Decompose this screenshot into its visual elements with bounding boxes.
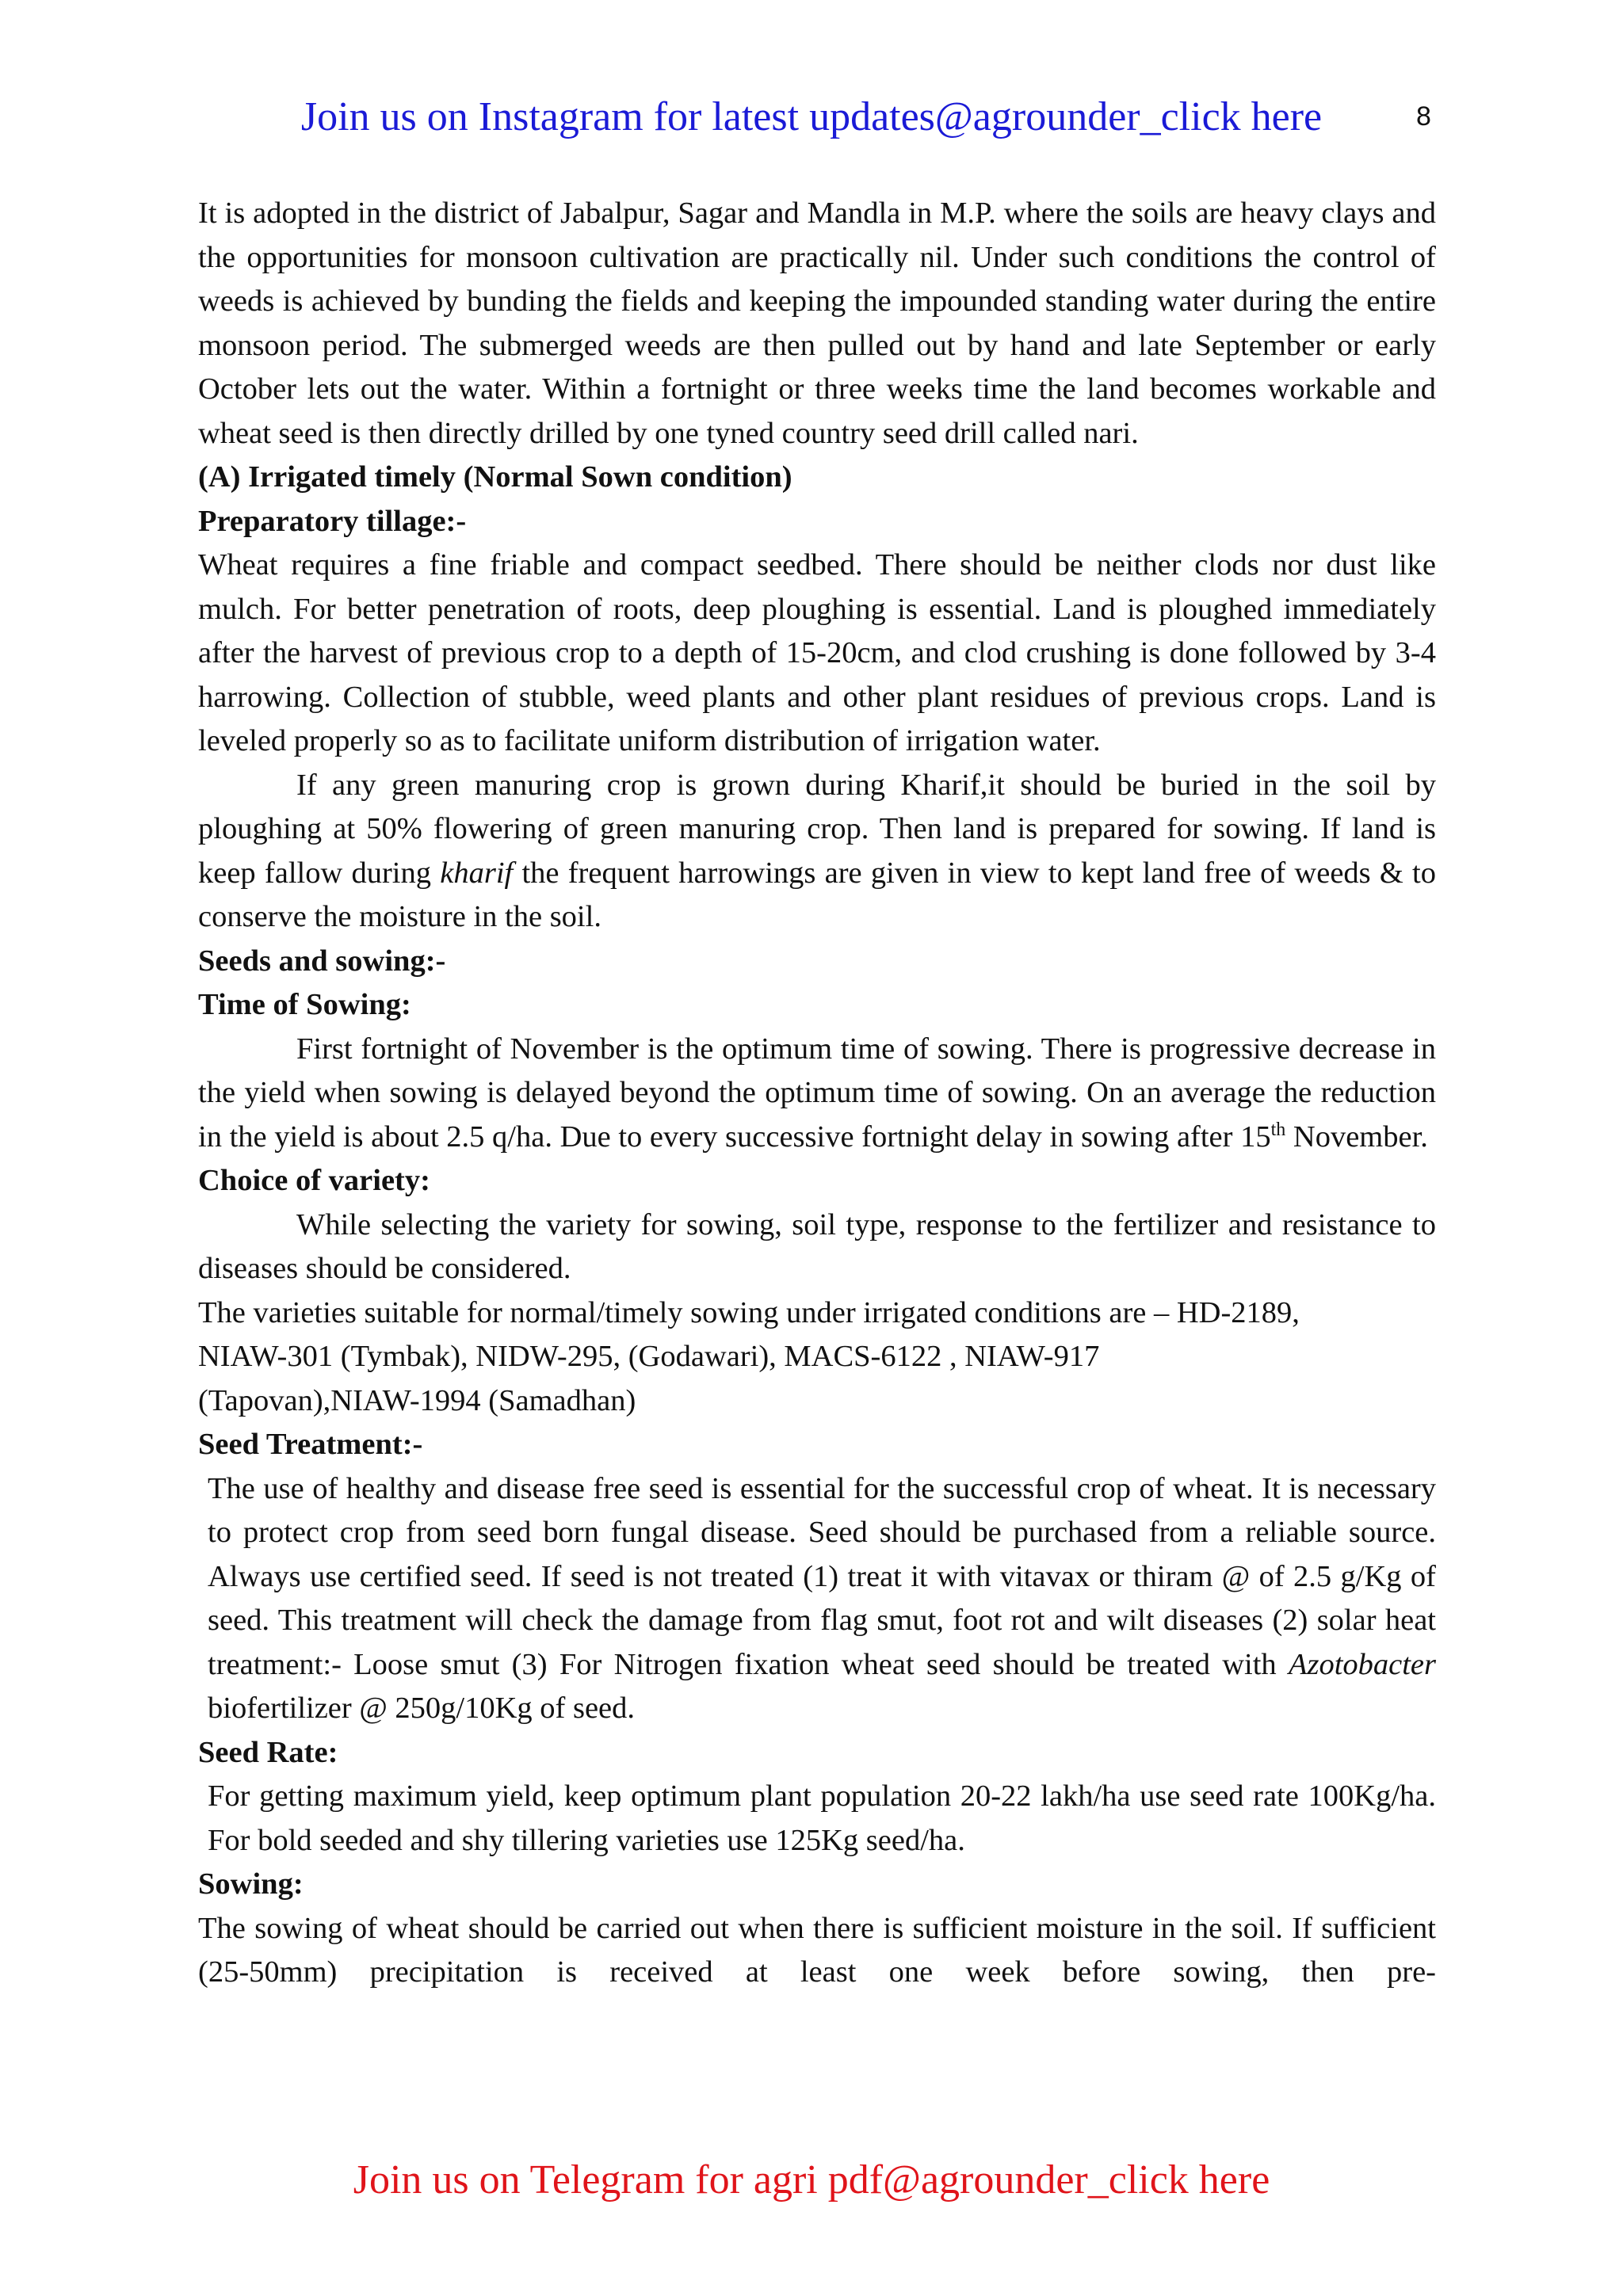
paragraph-variety: While selecting the variety for sowing, soil type, response to the fertilizer and resistance to diseases should be considered.: [198, 1207, 1436, 1285]
heading-seed-treatment: Seed Treatment:-: [198, 1428, 423, 1461]
paragraph-intro: It is adopted in the district of Jabalpur, Sagar and Mandla in M.P. where the soils are heavy clays and the opportunities for monsoon cultivation are practically nil. Under such conditions the control of weeds is achieved by bunding the fields and keeping the impounded standing water during the entire monsoon period. The submerged weeds are then pulled out by hand and late September or early October lets out the water. Within a fortnight or three weeks time the land becomes workable and wheat seed is then directly drilled by one tyned country seed drill called nari.: [198, 196, 1436, 450]
paragraph-seed-treatment: [198, 1467, 1436, 1731]
document-body: [198, 192, 1436, 1995]
page-number: 8: [1416, 101, 1431, 132]
treatment-text-end: biofertilizer @ 250g/10Kg of seed.: [208, 1691, 636, 1725]
treatment-text-start: The use of healthy and disease free seed is essential for the successful crop of wheat. It is necessary to protect crop from seed born fungal disease. Seed should be purchased from a reliable source. Always use certified seed. If seed is not treated (1) treat it with vitavax or thiram @ of 2.5 g/Kg of seed. This treatment will check the damage from flag smut, foot rot and wilt diseases (2) solar heat treatment:- Loose smut (3) For Nitrogen fixation wheat seed should be treated with: [208, 1471, 1436, 1681]
paragraph-time-of-sowing: [198, 1028, 1436, 1160]
telegram-link[interactable]: Join us on Telegram for agri pdf@agrounder_click here: [353, 2157, 1270, 2203]
paragraph-seed-rate: For getting maximum yield, keep optimum plant population 20-22 lakh/ha use seed rate 100Kg/ha. For bold seeded and shy tillering varieties use 125Kg seed/ha.: [208, 1779, 1436, 1857]
instagram-link[interactable]: Join us on Instagram for latest updates@agrounder_click here: [300, 94, 1323, 139]
heading-seeds-sowing: Seeds and sowing:-: [198, 944, 446, 978]
kharif-term: kharif: [440, 856, 514, 890]
green-manuring-text-start: If any green manuring crop is grown during Kharif,it should be buried in the soil by ploughing at 50% flowering of green manuring crop. Then land is prepared for sowing. If land is keep fallow during: [198, 768, 1436, 890]
heading-seed-rate: Seed Rate:: [198, 1735, 338, 1769]
heading-irrigated-timely: (A) Irrigated timely (Normal Sown condition): [198, 460, 792, 494]
ordinal-superscript: th: [1270, 1119, 1286, 1140]
paragraph-sowing: The sowing of wheat should be carried out when there is sufficient moisture in the soil. If sufficient (25-50mm) precipitation is received at least one week before sowing, then pre-: [198, 1911, 1436, 1989]
varieties-line-3: (Tapovan),NIAW-1994 (Samadhan): [198, 1383, 636, 1417]
paragraph-tillage: Wheat requires a fine friable and compact seedbed. There should be neither clods nor dust like mulch. For better penetration of roots, deep ploughing is essential. Land is ploughed immediately after the harvest of previous crop to a depth of 15-20cm, and clod crushing is done followed by 3-4 harrowing. Collection of stubble, weed plants and other plant residues of previous crops. Land is leveled properly so as to facilitate uniform distribution of irrigation water.: [198, 548, 1436, 757]
heading-time-of-sowing: Time of Sowing:: [198, 988, 411, 1021]
time-text-end: November.: [1285, 1119, 1428, 1154]
heading-choice-of-variety: Choice of variety:: [198, 1164, 430, 1197]
azotobacter-term: Azotobacter: [1288, 1647, 1436, 1681]
time-text-start: First fortnight of November is the optimum time of sowing. There is progressive decrease in the yield when sowing is delayed beyond the optimum time of sowing. On an average the reduction in the yield is about 2.5 q/ha. Due to every successive fortnight delay in sowing after 15: [198, 1032, 1436, 1154]
green-manuring-text-end: the frequent harrowings are given in view to kept land free of weeds & to conserve the moisture in the soil.: [198, 856, 1436, 933]
paragraph-green-manuring: [198, 764, 1436, 940]
heading-preparatory-tillage: Preparatory tillage:-: [198, 504, 467, 538]
varieties-line-2: NIAW-301 (Tymbak), NIDW-295, (Godawari), MACS-6122 , NIAW-917: [198, 1340, 1100, 1373]
varieties-line-1: The varieties suitable for normal/timely sowing under irrigated conditions are – HD-2189,: [198, 1295, 1300, 1329]
heading-sowing: Sowing:: [198, 1867, 304, 1901]
